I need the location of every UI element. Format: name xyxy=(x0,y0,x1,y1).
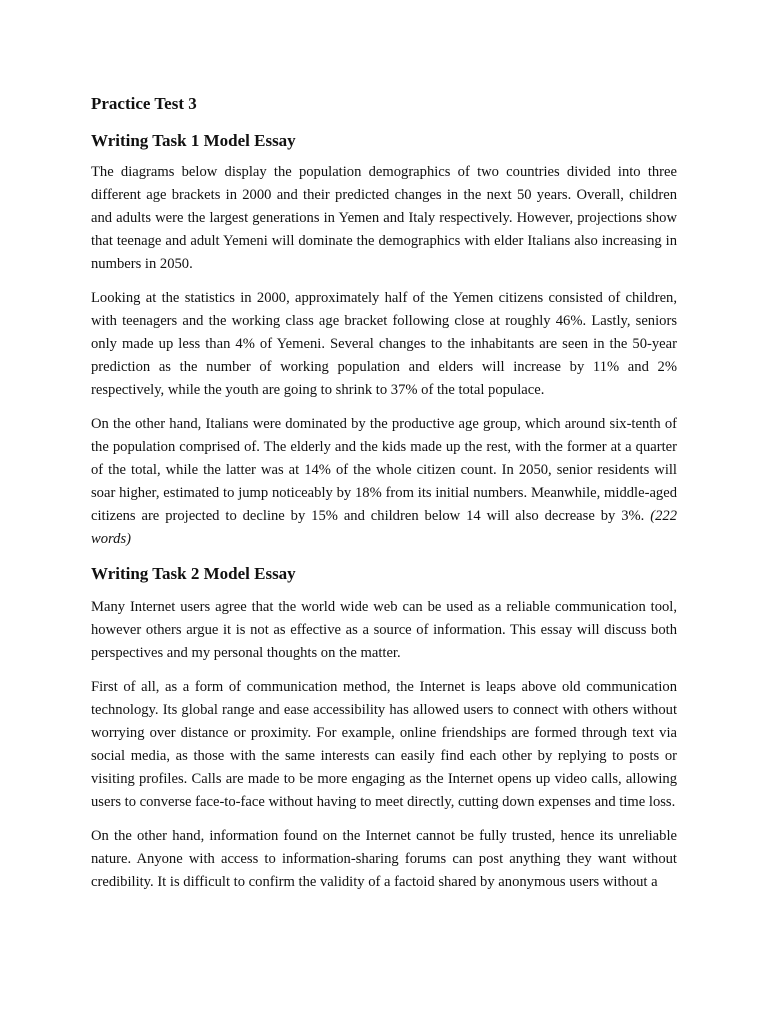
document-page xyxy=(91,91,677,905)
task2-paragraph-1: Many Internet users agree that the world wide web can be used as a reliable communication tool, however others argue it is not as effective as a source of information. This essay will discuss both perspectives and my personal thoughts on the matter. xyxy=(91,599,677,662)
task1-paragraph-2: Looking at the statistics in 2000, approximately half of the Yemen citizens consisted of children, with teenagers and the working class age bracket following close at roughly 46%. Lastly, seniors only made up less than 4% of Yemeni. Several changes to the inhabitants are seen in the 50-year prediction as the number of working population and elders will increase by 11% and 2% respectively, while the youth are going to shrink to 37% of the total populace. xyxy=(91,289,677,399)
task1-paragraph-1: The diagrams below display the population demographics of two countries divided into three different age brackets in 2000 and their predicted changes in the next 50 years. Overall, children and adults were the largest generations in Yemen and Italy respectively. However, projections show that teenage and adult Yemeni will dominate the demographics with elder Italians also increasing in numbers in 2050. xyxy=(91,164,677,273)
task2-heading: Writing Task 2 Model Essay xyxy=(91,564,296,583)
word-count: (222 words) xyxy=(91,508,677,548)
task1-paragraph-3 xyxy=(91,413,677,552)
task1-paragraph-3-text: On the other hand, Italians were dominated by the productive age group, which around six-tenth of the population comprised of. The elderly and the kids made up the rest, with the former at a quarter of the total, while the latter was at 14% of the whole citizen count. In 2050, senior residents will soar higher, estimated to jump noticeably by 18% from its initial numbers. Meanwhile, middle-aged citizens are projected to decline by 15% and children below 14 will also decrease by 3%. xyxy=(91,415,677,525)
task2-paragraph-3: On the other hand, information found on the Internet cannot be fully trusted, hence its unreliable nature. Anyone with access to information-sharing forums can post anything they want without credibility. It is difficult to confirm the validity of a factoid shared by anonymous users without a xyxy=(91,827,677,891)
task1-heading: Writing Task 1 Model Essay xyxy=(91,131,296,150)
task2-paragraph-2: First of all, as a form of communication method, the Internet is leaps above old communication technology. Its global range and ease accessibility has allowed users to connect with others without worrying over distance or proximity. For example, online friendships are formed through text via social media, as those with the same interests can easily find each other by replying to posts or visiting profiles. Calls are made to be more engaging as the Internet opens up video calls, allowing users to converse face-to-face without having to meet directly, cutting down expenses and time loss. xyxy=(91,678,677,811)
test-title: Practice Test 3 xyxy=(91,94,197,113)
